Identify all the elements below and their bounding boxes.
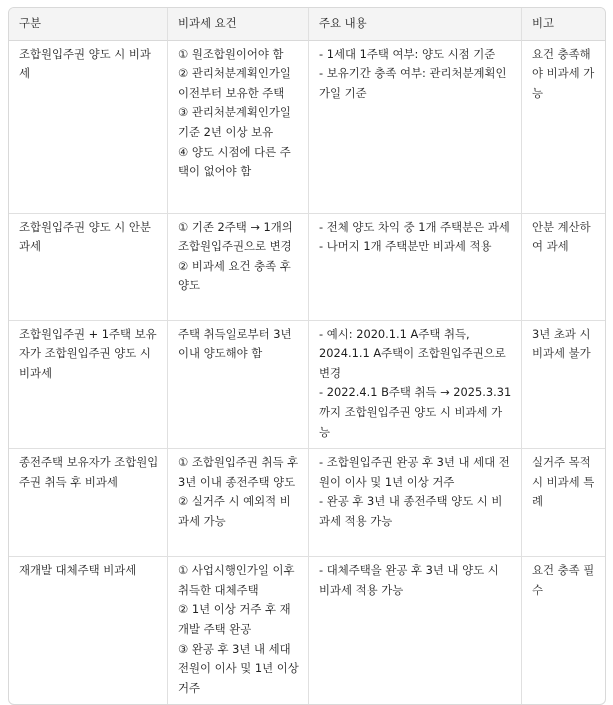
requirement-item: ③ 완공 후 3년 내 세대 전원이 이사 및 1년 이상 거주 xyxy=(178,641,299,695)
detail-item: - 1세대 1주택 여부: 양도 시점 기준 xyxy=(319,46,496,61)
tax-table-container xyxy=(8,7,604,705)
cell-details xyxy=(308,556,521,704)
cell-category: 조합원입주권 양도 시 비과세 xyxy=(19,46,151,81)
header-details: 주요 내용 xyxy=(308,8,521,41)
detail-item: - 예시: 2020.1.1 A주택 취득, 2024.1.1 A주택이 조합원입주권으로 변경 xyxy=(319,326,506,380)
cell-requirements xyxy=(167,213,308,320)
header-row xyxy=(9,8,605,41)
requirement-item: ② 비과세 요건 충족 후 양도 xyxy=(178,258,291,293)
table-row xyxy=(9,213,605,320)
cell-note: 실거주 목적 시 비과세 특례 xyxy=(521,448,605,556)
cell-details xyxy=(308,213,521,320)
header-category: 구분 xyxy=(9,8,167,41)
header-requirements: 비과세 요건 xyxy=(167,8,308,41)
header-note: 비고 xyxy=(521,8,605,41)
requirement-item: 주택 취득일로부터 3년 이내 양도해야 함 xyxy=(178,326,292,361)
cell-category: 종전주택 보유자가 조합원입주권 취득 후 비과세 xyxy=(9,448,167,556)
cell-requirements xyxy=(167,320,308,449)
table-row xyxy=(9,41,605,213)
cell-note: 3년 초과 시 비과세 불가 xyxy=(521,320,605,449)
detail-item: - 보유기간 충족 여부: 관리처분계획인가일 기준 xyxy=(319,66,507,100)
detail-item: - 조합원입주권 완공 후 3년 내 세대 전원이 이사 및 1년 이상 거주 xyxy=(319,455,510,489)
requirement-item: ② 실거주 시 예외적 비과세 가능 xyxy=(178,494,291,528)
table-row xyxy=(9,556,605,704)
requirement-item: ① 기존 2주택 → 1개의 조합원입주권으로 변경 xyxy=(178,219,293,254)
cell-requirements xyxy=(167,41,308,213)
detail-item: - 나머지 1개 주택분만 비과세 적용 xyxy=(319,239,492,254)
cell-requirements xyxy=(167,556,308,704)
requirement-item: ② 1년 이상 거주 후 재개발 주택 완공 xyxy=(178,602,291,636)
cell-requirements xyxy=(167,448,308,556)
requirement-item: ② 관리처분계획인가일 이전부터 보유한 주택 xyxy=(178,66,291,100)
table-row xyxy=(9,448,605,556)
cell-category: 조합원입주권 + 1주택 보유자가 조합원입주권 양도 시 비과세 xyxy=(9,320,167,449)
cell-note: 요건 충족해야 비과세 가능 xyxy=(521,41,605,213)
requirement-item: ① 사업시행인가일 이후 취득한 대체주택 xyxy=(178,563,295,597)
requirement-item: ③ 관리처분계획인가일 기준 2년 이상 보유 xyxy=(178,105,291,139)
detail-item: - 대체주택을 완공 후 3년 내 양도 시 비과세 적용 가능 xyxy=(319,563,499,597)
detail-item: - 완공 후 3년 내 종전주택 양도 시 비과세 적용 가능 xyxy=(319,494,503,528)
requirement-item: ① 원조합원이어야 함 xyxy=(178,46,284,61)
cell-category: 조합원입주권 양도 시 안분 과세 xyxy=(9,213,167,320)
cell-category: 재개발 대체주택 비과세 xyxy=(9,556,167,704)
cell-note: 요건 충족 필수 xyxy=(521,556,605,704)
tax-table xyxy=(8,7,606,705)
cell-details xyxy=(308,41,521,213)
detail-item: - 전체 양도 차익 중 1개 주택분은 과세 xyxy=(319,219,510,234)
table-row xyxy=(9,320,605,449)
requirement-item: ④ 양도 시점에 다른 주택이 없어야 함 xyxy=(178,144,291,179)
detail-item: - 2022.4.1 B주택 취득 → 2025.3.31까지 조합원입주권 양도 시 비과세 가능 xyxy=(319,385,512,439)
cell-details xyxy=(308,320,521,449)
cell-note: 안분 계산하여 과세 xyxy=(521,213,605,320)
requirement-item: ① 조합원입주권 취득 후 3년 이내 종전주택 양도 xyxy=(178,455,299,489)
cell-details xyxy=(308,448,521,556)
